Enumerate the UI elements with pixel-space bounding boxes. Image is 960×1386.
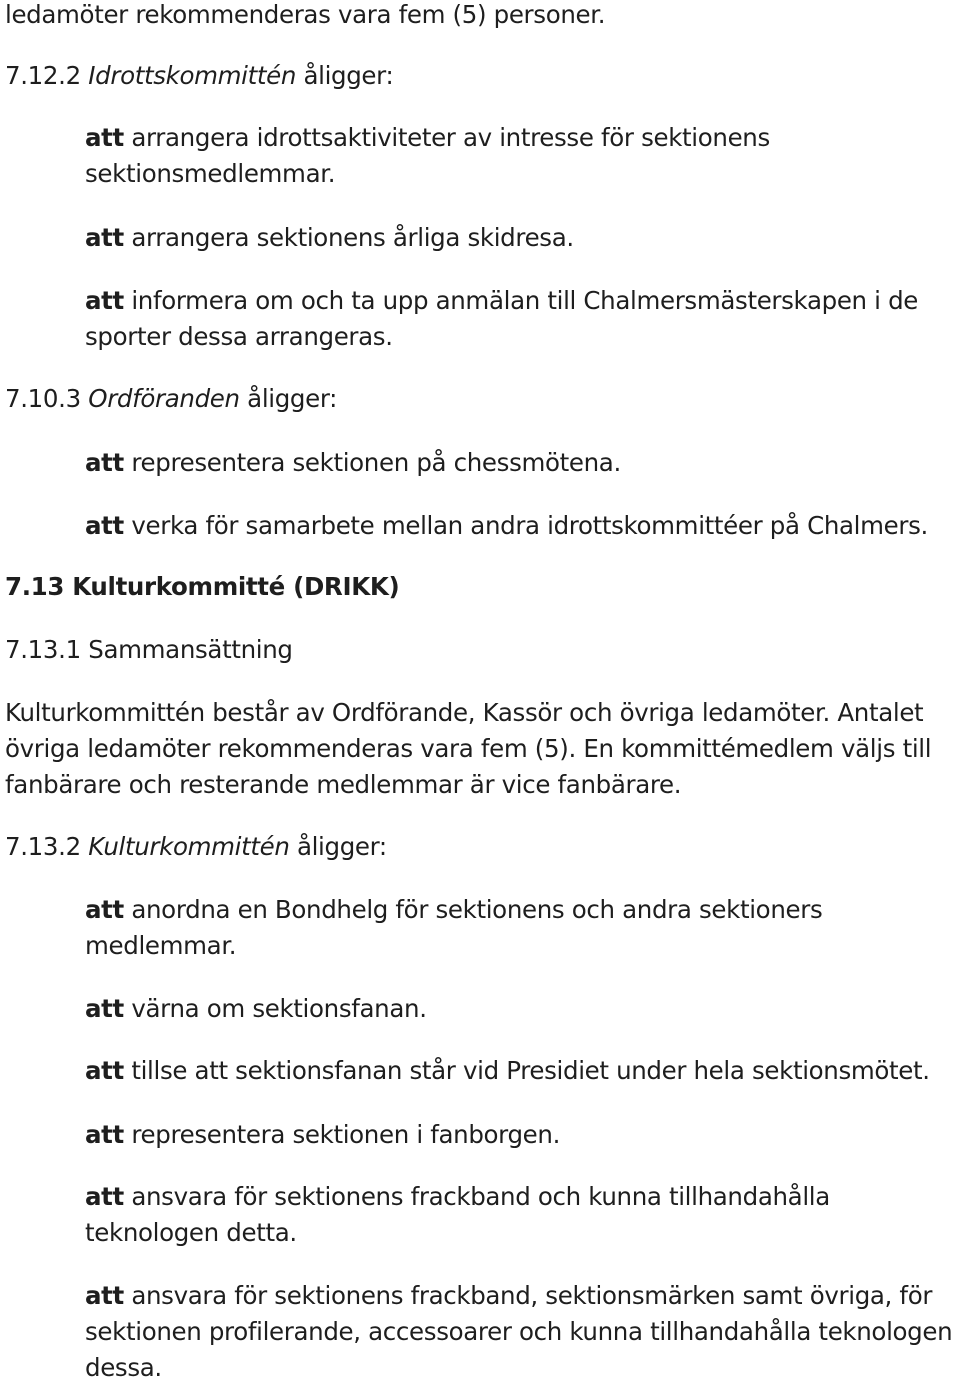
list-item: att representera sektionen i fanborgen. [85,1120,561,1149]
subsection-heading-7-13-2 [5,829,387,865]
list-item: att arrangera sektionens årliga skidresa. [85,223,574,252]
subsection-heading-7-10-3 [5,381,337,417]
list-item: att ansvara för sektionens frackband, sektionsmärken samt övriga, för sektionen profilerande, accessoarer och kunna tillhandahålla teknologen dessa. [85,1281,953,1382]
committee-name: Idrottskommittén [88,61,297,90]
committee-name: Kulturkommittén [88,832,290,861]
heading-rest: åligger: [296,61,394,90]
list-item: att verka för samarbete mellan andra idrottskommittéer på Chalmers. [85,511,928,540]
subsection-heading-7-12-2 [5,58,393,94]
heading-rest: åligger: [239,384,338,413]
role-name: Ordföranden [88,384,240,413]
intro-text: ledamöter rekommenderas vara fem (5) personer. [5,0,606,29]
section-heading-7-13: 7.13 Kulturkommitté (DRIKK) [5,572,400,601]
list-item: att arrangera idrottsaktiviteter av intresse för sektionens sektionsmedlemmar. [85,123,770,188]
section-number: 7.10.3 [5,384,89,413]
section-number: 7.13.2 [5,832,89,861]
list-item: att informera om och ta upp anmälan till Chalmersmästerskapen i de sporter dessa arrangeras. [85,286,918,351]
list-item: att anordna en Bondhelg för sektionens och andra sektioners medlemmar. [85,895,823,960]
heading-rest: åligger: [289,832,387,861]
list-item: att tillse att sektionsfanan står vid Presidiet under hela sektionsmötet. [85,1056,930,1085]
subsection-heading-7-13-1: 7.13.1 Sammansättning [5,635,293,664]
list-item: att representera sektionen på chessmötena. [85,448,621,477]
composition-paragraph: Kulturkommittén består av Ordförande, Kassör och övriga ledamöter. Antalet övriga ledamöter rekommenderas vara fem (5). En kommittémedlem väljs till fanbärare och resterande medlemmar är vice fanbärare. [5,698,932,799]
section-number: 7.12.2 [5,61,89,90]
list-item: att ansvara för sektionens frackband och kunna tillhandahålla teknologen detta. [85,1182,830,1247]
list-item: att värna om sektionsfanan. [85,994,427,1023]
